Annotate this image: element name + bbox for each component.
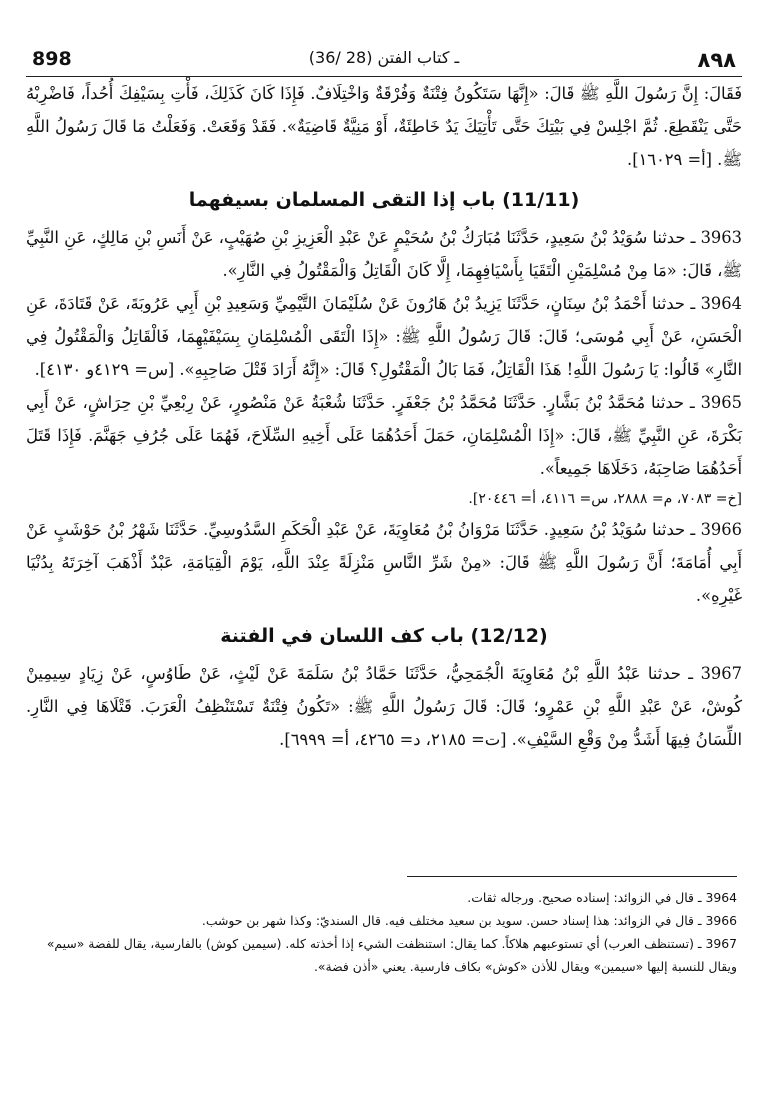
footnotes <box>26 886 737 978</box>
hadith-3966: 3966 ـ حدثنا سُوَيْدُ بْنُ سَعِيدٍ. حَدَّثَنَا مَرْوَانُ بْنُ مُعَاوِيَةَ، عَنْ عَبْدِ الْحَكَمِ السَّدُوسِيِّ. حَدَّثَنَا شَهْرُ بْنُ حَوْشَبٍ عَنْ أَبِي أُمَامَةَ؛ أَنَّ رَسُولَ اللَّهِ ﷺ قَالَ: «مِنْ شَرِّ النَّاسِ مَنْزِلَةً عِنْدَ اللَّهِ، يَوْمَ الْقِيَامَةِ، عَبْدٌ أَذْهَبَ آخِرَتَهُ بِدُنْيَا غَيْرِهِ». <box>26 520 742 605</box>
footnote-3964: 3964 ـ قال في الزوائد: إسناده صحيح. ورجاله ثقات. <box>467 890 737 905</box>
page-header <box>26 40 742 77</box>
hadith-3965-reference: [خ= ٧٠٨٣، م= ٢٨٨٨، س= ٤١١٦، أ= ٢٠٤٤٦]. <box>468 491 742 507</box>
main-text <box>26 77 742 756</box>
hadith-3965: 3965 ـ حدثنا مُحَمَّدُ بْنُ بَشَّارٍ. حَدَّثَنَا مُحَمَّدُ بْنُ جَعْفَرٍ. حَدَّثَنَا شُعْبَةُ عَنْ مَنْصُورٍ، عَنْ رِبْعِيِّ بْنِ حِرَاشٍ، عَنْ أَبِي بَكْرَةَ، عَنِ النَّبِيِّ ﷺ، قَالَ: «إِذَا الْمُسْلِمَانِ، حَمَلَ أَحَدُهُمَا عَلَى أَخِيهِ السِّلَاحَ، فَهُمَا عَلَى جُرُفِ جَهَنَّمَ. فَإِذَا قَتَلَ أَحَدُهُمَا صَاحِبَهُ، دَخَلَاهَا جَمِيعاً». <box>26 393 742 478</box>
hadith-3967: 3967 ـ حدثنا عَبْدُ اللَّهِ بْنُ مُعَاوِيَةَ الْجُمَحِيُّ، حَدَّثَنَا حَمَّادُ بْنُ سَلَمَةَ عَنْ لَيْثٍ، عَنْ طَاوُسٍ، عَنْ زِيَادٍ سِيمِينْ كُوشْ، عَنْ عَبْدِ اللَّهِ بْنِ عَمْرٍو؛ قَالَ: قَالَ رَسُولُ اللَّهِ ﷺ: «تَكُونُ فِتْنَةٌ تَسْتَنْظِفُ الْعَرَبَ. قَتْلَاهَا فِي النَّارِ. اللِّسَانُ فِيهَا أَشَدُّ مِنْ وَقْعِ السَّيْفِ». [ت= ٢١٨٥، د= ٤٢٦٥، أ= ٦٩٩٩]. <box>26 664 742 749</box>
chapter-heading-12: (12/12) باب كف اللسان في الفتنة <box>220 625 548 647</box>
footnote-3966: 3966 ـ قال في الزوائد: هذا إسناد حسن. سويد بن سعيد مختلف فيه. قال السنديّ: وكذا شهر بن حوشب. <box>201 913 737 928</box>
hadith-3963: 3963 ـ حدثنا سُوَيْدُ بْنُ سَعِيدٍ، حَدَّثَنَا مُبَارَكُ بْنُ سُحَيْمٍ عَنْ عَبْدِ الْعَزِيزِ بْنِ صُهَيْبٍ، عَنْ أَنَسِ بْنِ مَالِكٍ، عَنِ النَّبِيِّ ﷺ، قَالَ: «مَا مِنْ مُسْلِمَيْنِ الْتَقَيَا بِأَسْيَافِهِمَا، إِلَّا كَانَ الْقَاتِلُ وَالْمَقْتُولُ فِي النَّارِ». <box>26 228 742 280</box>
footnote-3967: 3967 ـ (تستنظف العرب) أي تستوعبهم هلاكاً. كما يقال: استنظفت الشيء إذا أخذته كله. (سيمين كوش) بالفارسية، يقال للفضة «سيم» ويقال للنسبة إليها «سيمين» ويقال للأذن «كوش» بكاف فارسية. يعني «أذن فضة». <box>46 936 737 974</box>
hadith-3964: 3964 ـ حدثنا أَحْمَدُ بْنُ سِنَانٍ، حَدَّثَنَا يَزِيدُ بْنُ هَارُونَ عَنْ سُلَيْمَانَ التَّيْمِيِّ وَسَعِيدِ بْنِ أَبِي عَرُوبَةَ، عَنْ قَتَادَةَ، عَنِ الْحَسَنِ، عَنْ أَبِي مُوسَى؛ قَالَ: قَالَ رَسُولُ اللَّهِ ﷺ: «إِذَا الْتَقَى الْمُسْلِمَانِ بِسَيْفَيْهِمَا، فَالْقَاتِلُ وَالْمَقْتُولُ فِي النَّارِ» قَالُوا: يَا رَسُولَ اللَّهِ! هَذَا الْقَاتِلُ، فَمَا بَالُ الْمَقْتُولِ؟ قَالَ: «إِنَّهُ أَرَادَ قَتْلَ صَاحِبِهِ». [س= ٤١٢٩و ٤١٣٠]. <box>26 294 742 379</box>
page-number-latin: 898 <box>32 48 72 70</box>
running-title: (36/ 28) ـ كتاب الفتن <box>308 48 460 67</box>
footnote-divider <box>407 876 737 877</box>
page-number-arabic: ٨٩٨ <box>697 48 736 72</box>
hadith-continuation: فَقَالَ: إِنَّ رَسُولَ اللَّهِ ﷺ قَالَ: «إِنَّهَا سَتَكُونُ فِتْنَةٌ وَفُرْقَةٌ وَاخْتِلَافٌ. فَإِذَا كَانَ كَذَلِكَ، فَأْتِ بِسَيْفِكَ أُحُداً، فَاضْرِبْهُ حَتَّى يَنْقَطِعَ. ثُمَّ اجْلِسْ فِي بَيْتِكَ حَتَّى تَأْتِيَكَ يَدٌ خَاطِئَةٌ، أَوْ مَنِيَّةٌ قَاضِيَةٌ». فَقَدْ وَقَعَتْ. وَفَعَلْتُ مَا قَالَ رَسُولُ اللَّهِ ﷺ. [أ= ١٦٠٢٩]. <box>26 84 742 169</box>
chapter-heading-11: (11/11) باب إذا التقى المسلمان بسيفهما <box>188 189 580 211</box>
book-page <box>26 40 742 756</box>
